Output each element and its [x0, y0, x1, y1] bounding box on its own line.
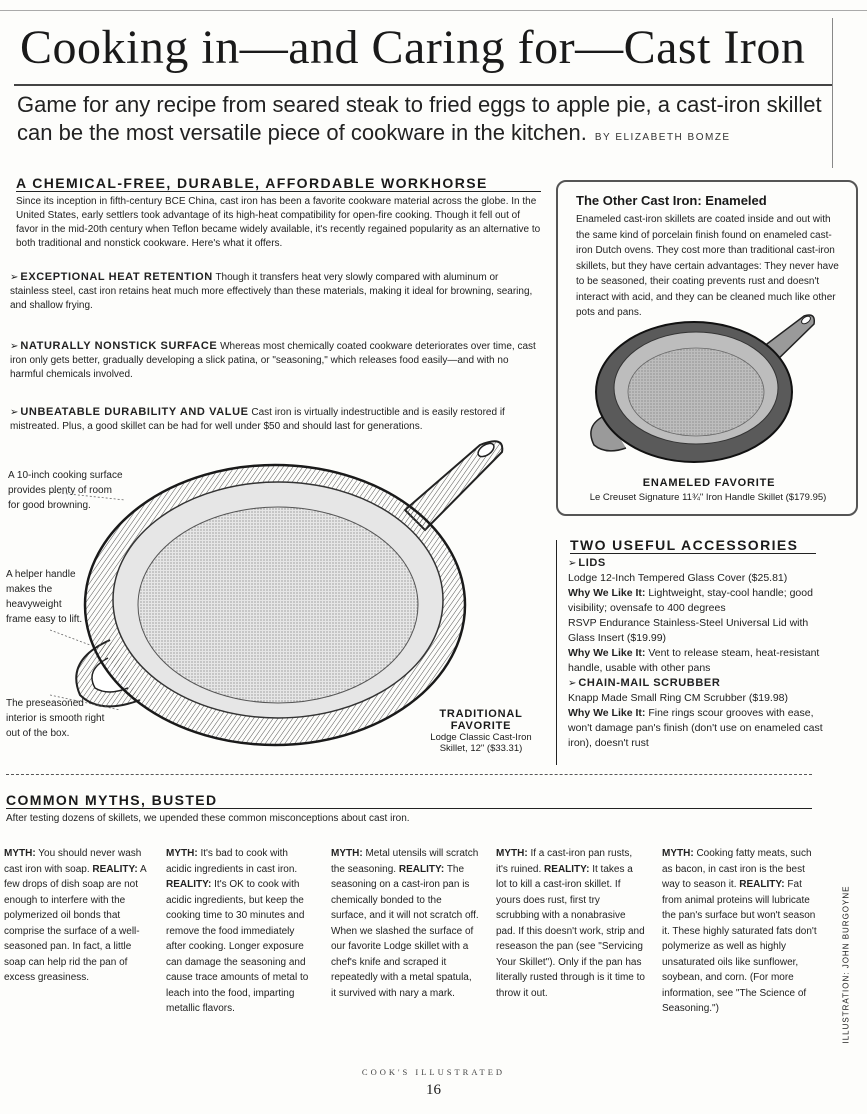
reality-text: It's OK to cook with acidic ingredients, but keep the cooking time to 30 minutes and remove the food immediately after cooking. Longer exposure can damage the seasoning and cause trace amounts of metal to leach into the food, imparting metallic flavors. [166, 879, 309, 1014]
myth-column [166, 846, 316, 1017]
enameled-skillet-illustration [584, 310, 824, 475]
reality-label: REALITY: [92, 863, 138, 875]
reality-label: REALITY: [166, 879, 212, 890]
myth-column [4, 846, 154, 986]
accessories-vertical-rule [556, 540, 557, 765]
myth-label: MYTH: [166, 848, 198, 859]
illustration-credit [834, 885, 858, 1050]
myth-text: You should never wash cast iron with soap. [4, 848, 142, 875]
myth-label: MYTH: [331, 848, 363, 859]
myth-label: MYTH: [662, 848, 694, 859]
point-text: Whereas most chemically coated cookware deteriorates over time, cast iron only gets better, gradually developing a slick patina, or "seasoning," which releases food easily—and with no harmful chemicals involved. [10, 341, 536, 380]
arrow-icon: ➢ [10, 341, 19, 352]
header-vertical-rule [832, 18, 833, 168]
traditional-favorite-head-1: TRADITIONAL [439, 708, 523, 720]
accessories-heading-rule [570, 553, 816, 554]
lids-head-text: LIDS [578, 557, 606, 569]
credit-text: ILLUSTRATION: JOHN BURGOYNE [841, 885, 851, 1044]
enameled-favorite-product: Le Creuset Signature 11¾" Iron Handle Skillet ($179.95) [589, 492, 827, 503]
page-title: Cooking in—and Caring for—Cast Iron [20, 21, 806, 74]
lid2-why [568, 646, 830, 676]
myths-intro: After testing dozens of skillets, we upended these common misconceptions about cast iron. [6, 813, 410, 824]
arrow-icon: ➢ [568, 558, 577, 569]
reality-label: REALITY: [544, 863, 590, 875]
subtitle-text: Game for any recipe from seared steak to fried eggs to apple pie, a cast-iron skillet can be the most versatile piece of cookware in the kitchen. [17, 92, 822, 145]
page-number: 16 [426, 1082, 441, 1098]
point-text: Though it transfers heat very slowly compared with aluminum or stainless steel, cast iron retains heat much more effectively than these materials, making it ideal for browning, searing, and shallow frying. [10, 272, 533, 311]
point-lead: NATURALLY NONSTICK SURFACE [20, 340, 218, 352]
reality-text: The seasoning on a cast-iron pan is chemically bonded to the surface, and it will not scratch off. When we slashed the surface of our favorite Lodge skillet with a chef's knife and scraped it repeatedly with a metal spatula, it survived with nary a mark. [331, 863, 479, 999]
reality-text: Fat from animal proteins will lubricate the pan's surface but won't season it. These highly saturated fats don't polymerize as well as highly unsaturated oils like sunflower, soybean, and corn. (For more information, see "The Science of Seasoning.") [662, 879, 817, 1014]
reality-text: It takes a lot to kill a cast-iron skillet. If yours does rust, first try scrubbing with a nonabrasive pad. If this doesn't work, strip and reseason the pan (see "Servicing Your Skillet"). Only if the pan has literally rusted through is it time to throw it out. [496, 863, 645, 999]
myths-heading-rule [6, 808, 812, 809]
myth-label: MYTH: [4, 848, 36, 859]
enameled-box-body: Enameled cast-iron skillets are coated inside and out with the same kind of porcelain finish found on enameled cast-iron Dutch ovens. They cost more than traditional cast-iron skillets, but they have certain advantages: They never have to be seasoned, their coating prevents rust and doesn't interact with acid, and they can be cleaned much like other pots and pans. [576, 214, 839, 318]
myths-heading: COMMON MYTHS, BUSTED [6, 792, 218, 808]
myth-label: MYTH: [496, 848, 528, 859]
myth-text: It's bad to cook with acidic ingredients in cast iron. [166, 848, 298, 875]
scrubber-head-text: CHAIN-MAIL SCRUBBER [578, 677, 721, 689]
why-label: Why We Like It: [568, 587, 646, 599]
enameled-favorite-head: ENAMELED FAVORITE [642, 477, 776, 489]
point-lead: EXCEPTIONAL HEAT RETENTION [20, 271, 213, 283]
myth-column [662, 846, 818, 1017]
workhorse-heading: A CHEMICAL-FREE, DURABLE, AFFORDABLE WORKHORSE [16, 175, 488, 191]
myth-text: Metal utensils will scratch the seasoning. [331, 848, 479, 875]
why-label: Why We Like It: [568, 707, 646, 719]
lid2-why-text: Vent to release steam, heat-resistant handle, usable with other pans [568, 647, 820, 674]
title-rule [14, 84, 832, 86]
myth-column [496, 846, 646, 1001]
lid2-name: RSVP Endurance Stainless-Steel Universal Lid with Glass Insert ($19.99) [568, 617, 809, 644]
reality-text: A few drops of dish soap are not enough to interfere with the polymerized oil bonds that comprise the surface of a well-seasoned pan. In fact, a little soap can help rid the pan of excess greasiness. [4, 863, 147, 983]
traditional-product-line-2: Skillet, 12" ($33.31) [439, 743, 523, 754]
myth-column [331, 846, 479, 1001]
traditional-favorite-head-2: FAVORITE [450, 720, 512, 732]
accessories-heading: TWO USEFUL ACCESSORIES [570, 537, 799, 553]
scrubber-why [568, 706, 830, 751]
traditional-favorite-caption [420, 708, 542, 754]
point-text: Cast iron is virtually indestructible and is easily restored if mistreated. Plus, a good skillet can be had for well under $50 and should last for generations. [10, 407, 505, 432]
point-heat-retention [10, 270, 540, 313]
pan-label-interior: The preseasoned interior is smooth right out of the box. [6, 698, 105, 739]
pan-label-helper-handle: A helper handle makes the heavyweight frame easy to lift. [6, 569, 83, 625]
reality-label: REALITY: [398, 863, 445, 875]
arrow-icon: ➢ [568, 678, 577, 689]
pan-label-surface: A 10-inch cooking surface provides plenty of room for good browning. [8, 470, 123, 511]
why-label: Why We Like It: [568, 647, 646, 659]
lid1-why [568, 586, 830, 616]
reality-label: REALITY: [739, 879, 785, 890]
lid1-name: Lodge 12-Inch Tempered Glass Cover ($25.81) [568, 572, 788, 584]
lid1-why-text: Lightweight, stay-cool handle; good visibility; ovensafe to 400 degrees [568, 587, 813, 614]
traditional-product-line-1: Lodge Classic Cast-Iron [430, 732, 532, 743]
byline: BY ELIZABETH BOMZE [594, 132, 731, 143]
scrubber-head [568, 676, 830, 691]
magazine-name: COOK'S ILLUSTRATED [361, 1067, 506, 1077]
subtitle [17, 91, 829, 152]
accessories-list [568, 556, 830, 751]
workhorse-intro: Since its inception in fifth-century BCE China, cast iron has been a favorite cookware material across the globe. In the United States, early settlers took advantage of its high-heat compatibility for open-fire cooking. Though it fell out of favor in the mid-20th century when Teflon became widely available, it's recently regained popularity as an alternative to both traditional and nonstick cookware. Here's what it offers. [16, 196, 541, 249]
workhorse-heading-rule [16, 191, 541, 192]
arrow-icon: ➢ [10, 272, 19, 283]
arrow-icon: ➢ [10, 407, 19, 418]
section-divider [6, 774, 812, 775]
point-lead: UNBEATABLE DURABILITY AND VALUE [20, 406, 249, 418]
enameled-box-title: The Other Cast Iron: Enameled [576, 193, 767, 208]
point-nonstick [10, 339, 540, 382]
myth-text: If a cast-iron pan rusts, it's ruined. [496, 848, 633, 875]
lids-head [568, 556, 830, 571]
scrubber-name: Knapp Made Small Ring CM Scrubber ($19.98) [568, 692, 789, 704]
myth-text: Cooking fatty meats, such as bacon, in cast iron is the best way to season it. [662, 848, 812, 890]
scrubber-why-text: Fine rings scour grooves with ease, won't damage pan's finish (don't use on enameled cast iron), doesn't rust [568, 707, 823, 749]
top-rule [0, 10, 867, 11]
